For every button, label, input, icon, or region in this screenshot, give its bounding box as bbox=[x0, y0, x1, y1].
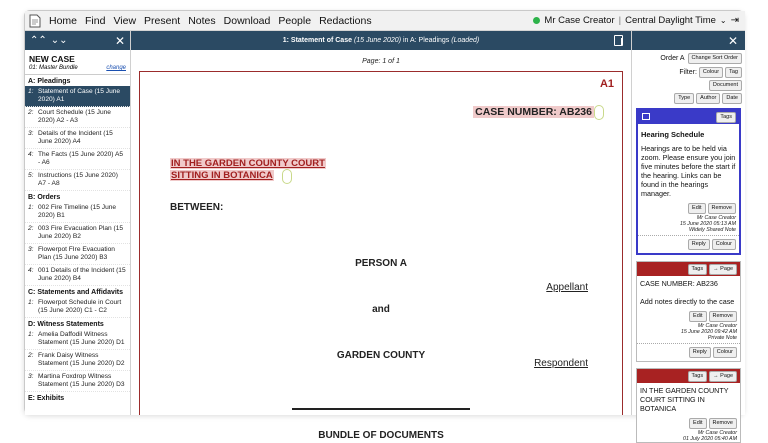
go-to-page-button[interactable]: → Page bbox=[709, 264, 737, 275]
note-actions bbox=[637, 308, 740, 323]
change-bundle-link[interactable]: change bbox=[106, 65, 126, 71]
page-reference: A1 bbox=[599, 78, 614, 90]
notes-header bbox=[632, 31, 745, 50]
document-item[interactable]: 4: 001 Details of the Incident (15 June 2020) B4 bbox=[25, 265, 130, 286]
separator: | bbox=[618, 15, 622, 26]
note-card[interactable] bbox=[636, 368, 741, 443]
note-icon bbox=[642, 113, 650, 120]
filter-author-button[interactable]: Author bbox=[696, 93, 720, 104]
note-body: CASE NUMBER: AB236 Add notes directly to the case bbox=[640, 279, 735, 306]
doc-text-between: BETWEEN: bbox=[170, 202, 224, 213]
note-visibility: Widely Shared Note bbox=[638, 227, 739, 236]
document-scroll-area[interactable] bbox=[131, 50, 631, 441]
collapse-all-icon[interactable]: ⌃⌃ bbox=[30, 35, 47, 46]
filter-row-document bbox=[632, 78, 745, 91]
remove-button[interactable]: Remove bbox=[709, 418, 737, 429]
page-layout-icon[interactable] bbox=[614, 35, 623, 46]
edit-button[interactable]: Edit bbox=[689, 311, 706, 322]
note-author: Mr Case Creator bbox=[697, 323, 737, 329]
online-status-icon bbox=[533, 17, 540, 24]
menu-bar bbox=[25, 11, 745, 31]
note-date: 15 June 2020 05:13 AM bbox=[679, 221, 736, 227]
note-actions bbox=[638, 200, 739, 215]
note-author: Mr Case Creator bbox=[696, 215, 736, 221]
chevron-down-icon[interactable]: ⌄ bbox=[719, 16, 727, 25]
highlight-note-handle[interactable] bbox=[594, 105, 604, 120]
document-item[interactable]: 3: Martina Foxdrop Witness Statement (15 June 2020) D3 bbox=[25, 371, 130, 392]
note-bar bbox=[637, 262, 740, 276]
filter-document-button[interactable]: Document bbox=[709, 80, 742, 91]
highlight-court-line[interactable]: SITTING IN BOTANICA bbox=[171, 170, 273, 181]
document-item[interactable]: 2: Court Schedule (15 June 2020) A2 - A3 bbox=[25, 107, 130, 128]
timezone-label[interactable]: Central Daylight Time bbox=[625, 15, 716, 26]
bundle-name: 01: Master Bundle bbox=[29, 65, 78, 71]
user-name[interactable]: Mr Case Creator bbox=[544, 15, 615, 26]
note-footer bbox=[638, 236, 739, 253]
doc-appellant-label: Appellant bbox=[546, 282, 588, 293]
document-page[interactable] bbox=[139, 71, 623, 441]
document-item[interactable]: 3: Details of the Incident (15 June 2020) A4 bbox=[25, 128, 130, 149]
note-date: 01 July 2020 05:40 AM bbox=[683, 436, 737, 442]
logout-icon[interactable]: ⇥ bbox=[730, 15, 739, 26]
menu-present[interactable]: Present bbox=[144, 14, 181, 27]
doc-party-a: PERSON A bbox=[355, 258, 407, 269]
order-label: Order A bbox=[660, 55, 685, 62]
filter-date-button[interactable]: Date bbox=[722, 93, 742, 104]
reply-button[interactable]: Reply bbox=[689, 347, 711, 358]
document-item[interactable]: 2: Frank Daisy Witness Statement (15 June 2020) D2 bbox=[25, 350, 130, 371]
menu-home[interactable]: Home bbox=[49, 14, 78, 27]
document-viewer bbox=[131, 31, 631, 441]
note-body: Hearings are to be held via zoom. Please ensure you join five minutes before the start if the hearing. Links can be found in the hearings manager. bbox=[641, 144, 736, 198]
notes-panel bbox=[631, 31, 745, 442]
colour-button[interactable]: Colour bbox=[712, 239, 736, 250]
change-sort-button[interactable]: Change Sort Order bbox=[688, 53, 742, 64]
note-body: IN THE GARDEN COUNTY COURT SITTING IN BOTANICA bbox=[640, 386, 729, 413]
doc-divider bbox=[292, 408, 470, 410]
remove-button[interactable]: Remove bbox=[709, 311, 737, 322]
note-title: Hearing Schedule bbox=[641, 130, 705, 139]
doc-respondent-label: Respondent bbox=[534, 358, 588, 369]
close-icon[interactable]: ✕ bbox=[727, 33, 738, 48]
edit-button[interactable]: Edit bbox=[688, 203, 705, 214]
document-item[interactable]: 3: Flowerpot FIre Evacuation Plan (15 June 2020) B3 bbox=[25, 244, 130, 265]
edit-button[interactable]: Edit bbox=[689, 418, 706, 429]
tags-button[interactable]: Tags bbox=[688, 371, 708, 382]
document-index-sidebar bbox=[25, 31, 131, 415]
filter-colour-button[interactable]: Colour bbox=[699, 67, 723, 78]
doc-bundle-heading: BUNDLE OF DOCUMENTS bbox=[318, 430, 444, 441]
document-item[interactable]: 1: Flowerpot Schedule in Court (15 June 2020) C1 - C2 bbox=[25, 297, 130, 318]
note-bar bbox=[637, 369, 740, 383]
menu-redactions[interactable]: Redactions bbox=[319, 14, 372, 27]
tags-button[interactable]: Tags bbox=[716, 112, 736, 123]
note-card[interactable] bbox=[636, 261, 741, 362]
document-item[interactable]: 1: 002 Fire Timeline (15 June 2020) B1 bbox=[25, 202, 130, 223]
viewer-title bbox=[283, 37, 480, 44]
filter-row-type bbox=[632, 91, 745, 108]
reply-button[interactable]: Reply bbox=[688, 239, 710, 250]
remove-button[interactable]: Remove bbox=[708, 203, 736, 214]
document-item[interactable]: 5: Instructions (15 June 2020) A7 - A8 bbox=[25, 170, 130, 191]
note-actions bbox=[637, 415, 740, 430]
note-author: Mr Case Creator bbox=[697, 430, 737, 436]
document-item[interactable]: 4: The Facts (15 June 2020) A5 - A6 bbox=[25, 149, 130, 170]
note-bar bbox=[638, 110, 739, 124]
section-title[interactable]: E: Exhibits bbox=[28, 395, 65, 402]
note-date: 15 June 2020 09:42 AM bbox=[680, 329, 737, 335]
document-item[interactable]: 1: Amelia Daffodil Witness Statement (15 June 2020) D1 bbox=[25, 329, 130, 350]
section-title[interactable]: C: Statements and Affidavits bbox=[28, 289, 124, 296]
note-card[interactable] bbox=[636, 108, 741, 255]
viewer-header bbox=[131, 31, 631, 50]
doc-text-and: and bbox=[372, 304, 390, 315]
filter-label: Filter: bbox=[679, 69, 697, 76]
section-title[interactable]: D: Witness Statements bbox=[28, 321, 104, 328]
close-icon[interactable]: ✕ bbox=[114, 33, 125, 48]
tags-button[interactable]: Tags bbox=[688, 264, 708, 275]
highlight-case-number[interactable]: CASE NUMBER: AB236 bbox=[475, 106, 592, 118]
highlight-note-handle[interactable] bbox=[282, 169, 292, 184]
expand-all-icon[interactable]: ⌄⌄ bbox=[50, 35, 68, 46]
section-title[interactable]: B: Orders bbox=[28, 194, 61, 201]
doc-party-b: GARDEN COUNTY bbox=[336, 350, 426, 361]
user-status-area bbox=[533, 15, 745, 26]
document-item[interactable]: 2: 003 Fire Evacuation Plan (15 June 2020) B2 bbox=[25, 223, 130, 244]
go-to-page-button[interactable]: → Page bbox=[709, 371, 737, 382]
page-counter: Page: 1 of 1 bbox=[362, 58, 400, 65]
colour-button[interactable]: Colour bbox=[713, 347, 737, 358]
note-visibility: Private Note bbox=[637, 335, 740, 344]
app-window bbox=[24, 10, 744, 442]
filter-type-button[interactable]: Type bbox=[674, 93, 694, 104]
app-logo-icon[interactable] bbox=[25, 11, 45, 31]
menu-view[interactable]: View bbox=[113, 14, 137, 27]
load-state: (Loaded) bbox=[451, 37, 480, 44]
menu-people[interactable]: People bbox=[278, 14, 312, 27]
bundle-row bbox=[25, 65, 130, 75]
document-section: in A: Pleadings bbox=[401, 37, 452, 44]
document-title: 1: Statement of Case bbox=[282, 37, 352, 44]
highlight-court-line[interactable]: IN THE GARDEN COUNTY COURT bbox=[171, 158, 325, 169]
document-item[interactable]: 1: Statement of Case (15 June 2020) A1 bbox=[25, 86, 130, 107]
document-date: (15 June 2020) bbox=[353, 37, 402, 44]
case-title: NEW CASE bbox=[29, 54, 75, 64]
filter-tag-button[interactable]: Tag bbox=[725, 67, 742, 78]
sidebar-header bbox=[25, 31, 130, 50]
menu-find[interactable]: Find bbox=[85, 14, 106, 27]
note-footer bbox=[637, 344, 740, 361]
menu-download[interactable]: Download bbox=[223, 14, 271, 27]
menu-notes[interactable]: Notes bbox=[188, 14, 216, 27]
sort-row bbox=[632, 50, 745, 64]
section-title[interactable]: A: Pleadings bbox=[28, 78, 71, 85]
filter-row bbox=[632, 64, 745, 78]
